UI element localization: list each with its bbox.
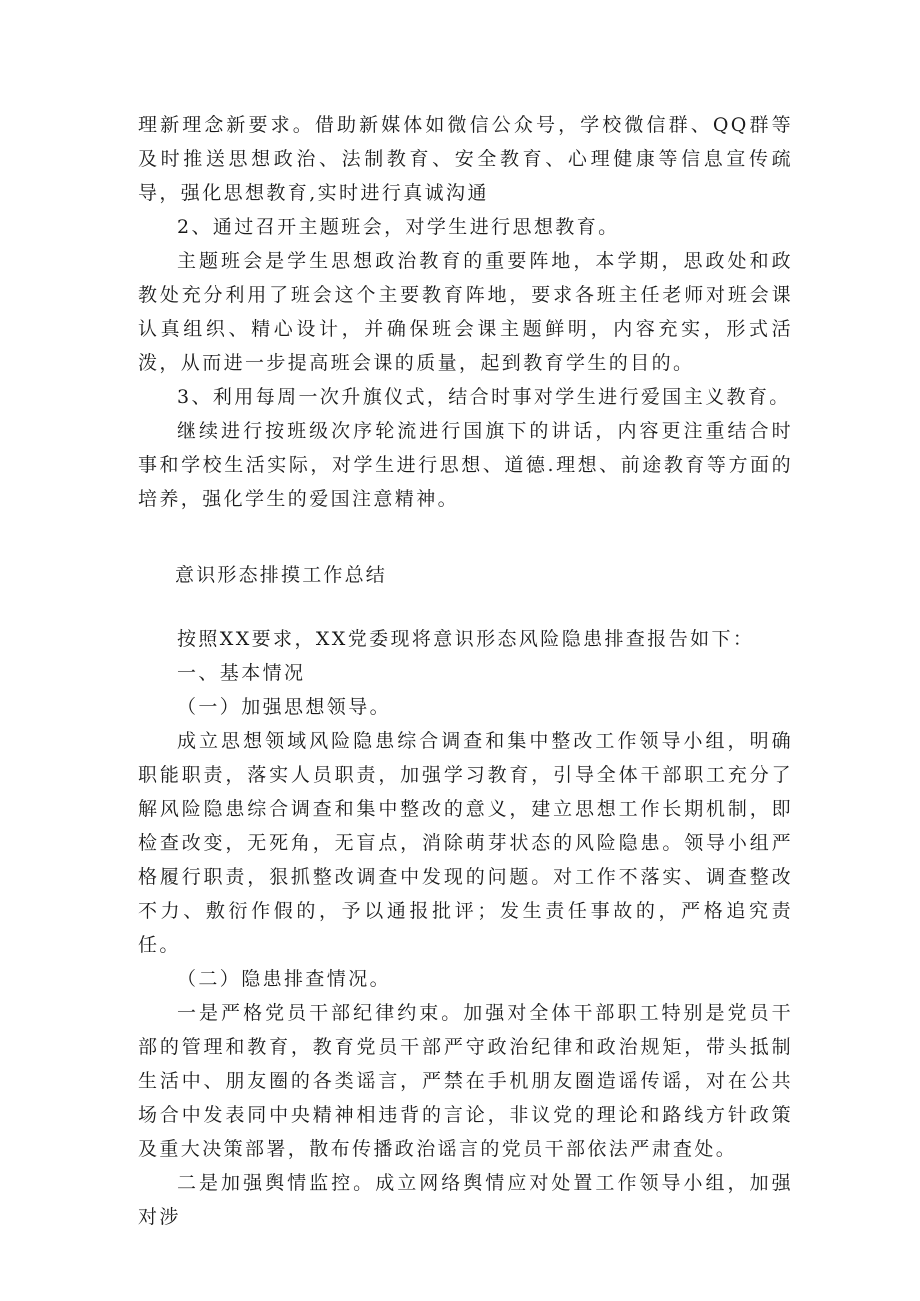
paragraph-public-opinion: 二是加强舆情监控。成立网络舆情应对处置工作领导小组，加强对涉 [138,1172,793,1228]
paragraph-item-2: 2、通过召开主题班会，对学生进行思想教育。 [177,216,620,238]
paragraph-item-3: 3、利用每周一次升旗仪式，结合时事对学生进行爱国主义教育。 [177,386,791,408]
paragraph-flag-ceremony: 继续进行按班级次序轮流进行国旗下的讲话，内容更注重结合时事和学校生活实际，对学生进行思想、道德.理想、前途教育等方面的培养，强化学生的爱国注意精神。 [138,420,793,510]
document-body [138,108,793,1234]
heading-strengthen-leadership: （一）加强思想领导。 [177,696,392,718]
section-title: 意识形态排摸工作总结 [175,564,388,586]
paragraph-continued: 理新理念新要求。借助新媒体如微信公众号，学校微信群、QQ群等及时推送思想政治、法制教育、安全教育、心理健康等信息宣传疏导，强化思想教育,实时进行真诚沟通 [138,114,793,204]
paragraph-party-discipline: 一是严格党员干部纪律约束。加强对全体干部职工特别是党员干部的管理和教育，教育党员干部严守政治纪律和政治规矩，带头抵制生活中、朋友圈的各类谣言，严禁在手机朋友圈造谣传谣，对在公共场合中发表同中央精神相违背的言论，非议党的理论和路线方针政策及重大决策部署，散布传播政治谣言的党员干部依法严肃査处。 [138,1002,793,1160]
paragraph-leadership-group: 成立思想领域风险隐患综合调查和集中整改工作领导小组，明确职能职责，落实人员职责，加强学习教育，引导全体干部职工充分了解风险隐患综合调查和集中整改的意义，建立思想工作长期机制，即检查改变，无死角，无盲点，消除萌芽状态的风险隐患。领导小组严格履行职责，狠抓整改调查中发现的问题。对工作不落实、调查整改不力、敷衍作假的，予以通报批评；发生责任事故的，严格追究责任。 [138,730,793,956]
paragraph-intro: 按照XX要求，XX党委现将意识形态风险隐患排查报告如下： [177,628,755,650]
heading-basic-situation: 一、基本情况 [177,662,306,684]
heading-hazard-inspection: （二）隐患排查情况。 [177,968,392,990]
paragraph-class-meeting: 主题班会是学生思想政治教育的重要阵地，本学期，思政处和政教处充分利用了班会这个主要教育阵地，要求各班主任老师对班会课认真组织、精心设计，并确保班会课主题鲜明，内容充实，形式活泼，从而进一步提高班会课的质量，起到教育学生的目的。 [138,250,793,374]
